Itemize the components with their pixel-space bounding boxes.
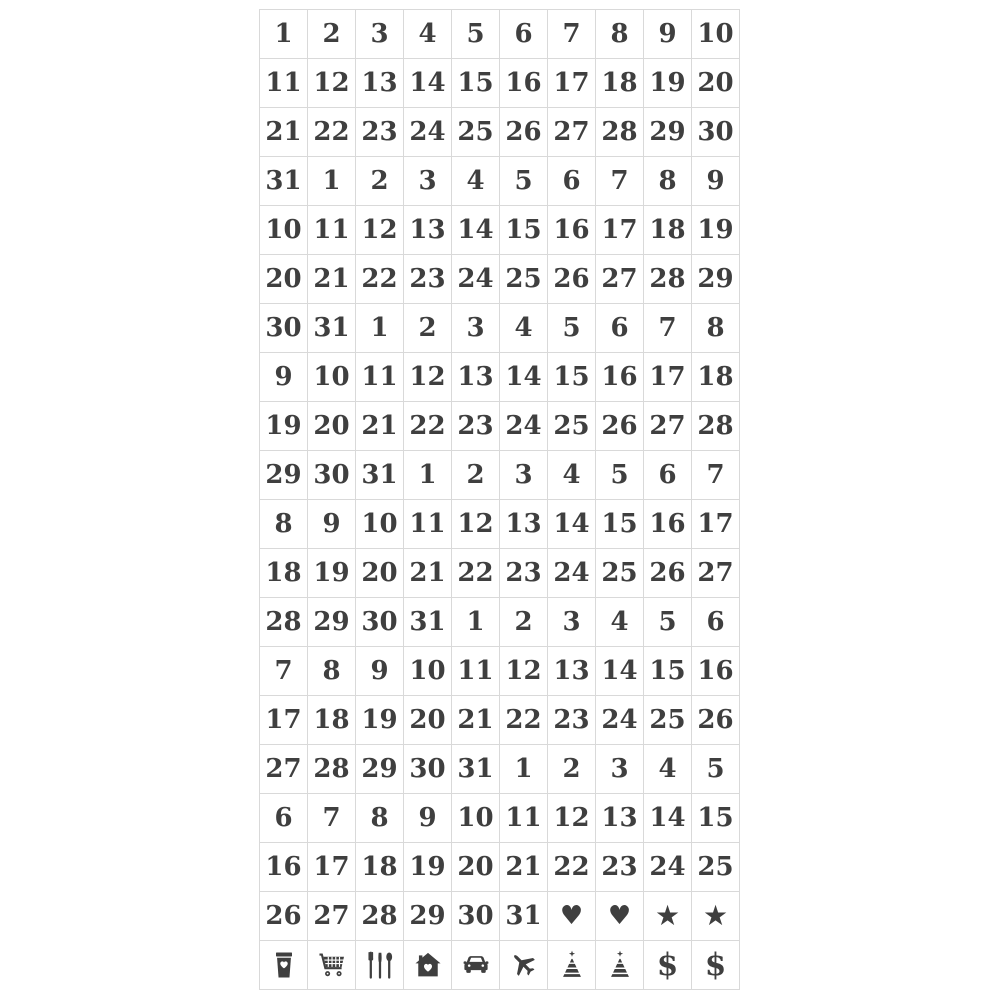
date-sticker-21: 21 — [308, 255, 356, 304]
date-sticker-4: 4 — [500, 304, 548, 353]
date-sticker-12: 12 — [356, 206, 404, 255]
date-sticker-7: 7 — [692, 451, 740, 500]
date-sticker-2: 2 — [404, 304, 452, 353]
date-sticker-25: 25 — [548, 402, 596, 451]
date-sticker-8: 8 — [692, 304, 740, 353]
date-sticker-11: 11 — [452, 647, 500, 696]
date-sticker-17: 17 — [644, 353, 692, 402]
date-sticker-3: 3 — [356, 10, 404, 59]
date-sticker-17: 17 — [548, 59, 596, 108]
date-sticker-27: 27 — [548, 108, 596, 157]
date-sticker-30: 30 — [308, 451, 356, 500]
dollar-glyph: $ — [704, 946, 727, 983]
heart-icon — [548, 892, 596, 941]
house-icon — [404, 941, 452, 990]
date-sticker-20: 20 — [692, 59, 740, 108]
date-sticker-11: 11 — [260, 59, 308, 108]
date-sticker-8: 8 — [356, 794, 404, 843]
date-sticker-9: 9 — [356, 647, 404, 696]
date-sticker-20: 20 — [452, 843, 500, 892]
date-sticker-22: 22 — [500, 696, 548, 745]
date-sticker-1: 1 — [500, 745, 548, 794]
date-sticker-29: 29 — [356, 745, 404, 794]
date-sticker-10: 10 — [692, 10, 740, 59]
date-sticker-2: 2 — [308, 10, 356, 59]
date-sticker-6: 6 — [548, 157, 596, 206]
dollar-glyph: $ — [656, 946, 679, 983]
date-sticker-1: 1 — [452, 598, 500, 647]
date-sticker-10: 10 — [308, 353, 356, 402]
date-sticker-26: 26 — [260, 892, 308, 941]
date-sticker-20: 20 — [308, 402, 356, 451]
date-sticker-14: 14 — [452, 206, 500, 255]
date-sticker-11: 11 — [356, 353, 404, 402]
date-sticker-7: 7 — [596, 157, 644, 206]
date-sticker-31: 31 — [452, 745, 500, 794]
date-sticker-21: 21 — [356, 402, 404, 451]
date-sticker-30: 30 — [356, 598, 404, 647]
date-sticker-19: 19 — [356, 696, 404, 745]
date-sticker-10: 10 — [356, 500, 404, 549]
date-sticker-31: 31 — [500, 892, 548, 941]
date-sticker-27: 27 — [596, 255, 644, 304]
date-sticker-25: 25 — [500, 255, 548, 304]
date-sticker-28: 28 — [596, 108, 644, 157]
date-sticker-18: 18 — [596, 59, 644, 108]
date-sticker-1: 1 — [308, 157, 356, 206]
date-sticker-31: 31 — [260, 157, 308, 206]
date-sticker-19: 19 — [308, 549, 356, 598]
date-sticker-29: 29 — [260, 451, 308, 500]
date-sticker-28: 28 — [692, 402, 740, 451]
date-sticker-29: 29 — [692, 255, 740, 304]
date-sticker-8: 8 — [596, 10, 644, 59]
date-sticker-13: 13 — [500, 500, 548, 549]
date-sticker-11: 11 — [308, 206, 356, 255]
date-sticker-14: 14 — [596, 647, 644, 696]
date-sticker-22: 22 — [548, 843, 596, 892]
date-sticker-25: 25 — [452, 108, 500, 157]
date-sticker-4: 4 — [596, 598, 644, 647]
date-sticker-23: 23 — [548, 696, 596, 745]
date-sticker-18: 18 — [644, 206, 692, 255]
date-sticker-29: 29 — [308, 598, 356, 647]
date-sticker-29: 29 — [404, 892, 452, 941]
date-sticker-13: 13 — [548, 647, 596, 696]
date-sticker-18: 18 — [260, 549, 308, 598]
date-sticker-5: 5 — [500, 157, 548, 206]
dollar-icon — [692, 941, 740, 990]
date-sticker-4: 4 — [644, 745, 692, 794]
utensils-icon — [356, 941, 404, 990]
car-icon — [452, 941, 500, 990]
cup-icon — [260, 941, 308, 990]
date-sticker-24: 24 — [548, 549, 596, 598]
date-sticker-17: 17 — [692, 500, 740, 549]
date-sticker-30: 30 — [692, 108, 740, 157]
date-sticker-13: 13 — [404, 206, 452, 255]
date-sticker-12: 12 — [452, 500, 500, 549]
plane-icon — [500, 941, 548, 990]
date-sticker-20: 20 — [260, 255, 308, 304]
date-sticker-3: 3 — [596, 745, 644, 794]
dollar-icon — [644, 941, 692, 990]
date-sticker-18: 18 — [356, 843, 404, 892]
date-sticker-24: 24 — [452, 255, 500, 304]
date-sticker-4: 4 — [548, 451, 596, 500]
date-sticker-6: 6 — [692, 598, 740, 647]
date-sticker-23: 23 — [452, 402, 500, 451]
date-sticker-17: 17 — [308, 843, 356, 892]
date-sticker-8: 8 — [308, 647, 356, 696]
date-sticker-27: 27 — [260, 745, 308, 794]
date-sticker-9: 9 — [260, 353, 308, 402]
date-sticker-5: 5 — [452, 10, 500, 59]
date-sticker-20: 20 — [356, 549, 404, 598]
date-sticker-15: 15 — [644, 647, 692, 696]
date-sticker-16: 16 — [500, 59, 548, 108]
date-sticker-27: 27 — [692, 549, 740, 598]
date-sticker-29: 29 — [644, 108, 692, 157]
date-sticker-15: 15 — [452, 59, 500, 108]
date-sticker-23: 23 — [404, 255, 452, 304]
date-sticker-2: 2 — [356, 157, 404, 206]
date-sticker-5: 5 — [644, 598, 692, 647]
date-sticker-19: 19 — [260, 402, 308, 451]
date-sticker-8: 8 — [260, 500, 308, 549]
date-sticker-22: 22 — [356, 255, 404, 304]
date-sticker-15: 15 — [500, 206, 548, 255]
date-sticker-25: 25 — [596, 549, 644, 598]
date-sticker-23: 23 — [500, 549, 548, 598]
date-sticker-13: 13 — [452, 353, 500, 402]
date-sticker-26: 26 — [500, 108, 548, 157]
date-sticker-9: 9 — [692, 157, 740, 206]
date-sticker-19: 19 — [404, 843, 452, 892]
date-sticker-3: 3 — [404, 157, 452, 206]
date-sticker-26: 26 — [596, 402, 644, 451]
date-sticker-21: 21 — [260, 108, 308, 157]
date-sticker-2: 2 — [500, 598, 548, 647]
date-sticker-10: 10 — [260, 206, 308, 255]
date-sticker-26: 26 — [692, 696, 740, 745]
date-sticker-28: 28 — [644, 255, 692, 304]
date-sticker-14: 14 — [644, 794, 692, 843]
date-sticker-1: 1 — [260, 10, 308, 59]
date-sticker-31: 31 — [308, 304, 356, 353]
date-sticker-28: 28 — [356, 892, 404, 941]
date-sticker-16: 16 — [548, 206, 596, 255]
date-sticker-12: 12 — [548, 794, 596, 843]
date-sticker-11: 11 — [500, 794, 548, 843]
date-sticker-1: 1 — [356, 304, 404, 353]
heart-icon — [596, 892, 644, 941]
date-sticker-15: 15 — [548, 353, 596, 402]
date-sticker-25: 25 — [644, 696, 692, 745]
party-hat-icon — [548, 941, 596, 990]
date-sticker-9: 9 — [308, 500, 356, 549]
date-sticker-30: 30 — [404, 745, 452, 794]
date-sticker-27: 27 — [644, 402, 692, 451]
date-sticker-6: 6 — [500, 10, 548, 59]
date-sticker-30: 30 — [452, 892, 500, 941]
date-sticker-13: 13 — [596, 794, 644, 843]
date-sticker-12: 12 — [404, 353, 452, 402]
date-sticker-24: 24 — [500, 402, 548, 451]
date-sticker-26: 26 — [548, 255, 596, 304]
date-sticker-19: 19 — [644, 59, 692, 108]
date-sticker-16: 16 — [596, 353, 644, 402]
date-sticker-27: 27 — [308, 892, 356, 941]
date-sticker-9: 9 — [404, 794, 452, 843]
date-sticker-13: 13 — [356, 59, 404, 108]
date-sticker-19: 19 — [692, 206, 740, 255]
date-sticker-24: 24 — [404, 108, 452, 157]
date-sticker-24: 24 — [644, 843, 692, 892]
date-sticker-7: 7 — [548, 10, 596, 59]
date-sticker-17: 17 — [260, 696, 308, 745]
heart-glyph: ♥ — [559, 901, 584, 931]
date-sticker-11: 11 — [404, 500, 452, 549]
star-icon — [644, 892, 692, 941]
date-sticker-1: 1 — [404, 451, 452, 500]
date-sticker-7: 7 — [260, 647, 308, 696]
date-sticker-8: 8 — [644, 157, 692, 206]
star-glyph: ★ — [654, 899, 681, 932]
star-icon — [692, 892, 740, 941]
date-sticker-9: 9 — [644, 10, 692, 59]
date-sticker-28: 28 — [308, 745, 356, 794]
date-sticker-20: 20 — [404, 696, 452, 745]
date-sticker-10: 10 — [404, 647, 452, 696]
date-sticker-14: 14 — [404, 59, 452, 108]
date-sticker-2: 2 — [452, 451, 500, 500]
date-sticker-25: 25 — [692, 843, 740, 892]
date-sticker-14: 14 — [500, 353, 548, 402]
date-sticker-26: 26 — [644, 549, 692, 598]
heart-glyph: ♥ — [607, 901, 632, 931]
date-sticker-31: 31 — [356, 451, 404, 500]
date-sticker-3: 3 — [452, 304, 500, 353]
party-hat-icon — [596, 941, 644, 990]
date-sticker-2: 2 — [548, 745, 596, 794]
date-sticker-22: 22 — [308, 108, 356, 157]
date-sticker-17: 17 — [596, 206, 644, 255]
date-sticker-6: 6 — [260, 794, 308, 843]
date-sticker-18: 18 — [692, 353, 740, 402]
date-sticker-6: 6 — [596, 304, 644, 353]
date-sticker-4: 4 — [452, 157, 500, 206]
date-sticker-31: 31 — [404, 598, 452, 647]
date-sticker-5: 5 — [692, 745, 740, 794]
date-sticker-12: 12 — [500, 647, 548, 696]
date-sticker-14: 14 — [548, 500, 596, 549]
date-sticker-16: 16 — [692, 647, 740, 696]
date-sticker-21: 21 — [500, 843, 548, 892]
date-sticker-16: 16 — [260, 843, 308, 892]
date-sticker-15: 15 — [596, 500, 644, 549]
date-sticker-18: 18 — [308, 696, 356, 745]
date-sticker-3: 3 — [500, 451, 548, 500]
date-sticker-3: 3 — [548, 598, 596, 647]
date-sticker-28: 28 — [260, 598, 308, 647]
date-sticker-23: 23 — [596, 843, 644, 892]
date-sticker-5: 5 — [596, 451, 644, 500]
date-sticker-7: 7 — [644, 304, 692, 353]
date-sticker-6: 6 — [644, 451, 692, 500]
star-glyph: ★ — [702, 899, 729, 932]
date-sticker-22: 22 — [452, 549, 500, 598]
cart-icon — [308, 941, 356, 990]
date-sticker-21: 21 — [452, 696, 500, 745]
date-sticker-16: 16 — [644, 500, 692, 549]
date-sticker-5: 5 — [548, 304, 596, 353]
date-sticker-21: 21 — [404, 549, 452, 598]
sticker-sheet — [259, 9, 740, 990]
date-sticker-10: 10 — [452, 794, 500, 843]
date-sticker-7: 7 — [308, 794, 356, 843]
date-sticker-15: 15 — [692, 794, 740, 843]
date-sticker-24: 24 — [596, 696, 644, 745]
date-sticker-12: 12 — [308, 59, 356, 108]
date-sticker-22: 22 — [404, 402, 452, 451]
date-sticker-30: 30 — [260, 304, 308, 353]
date-sticker-23: 23 — [356, 108, 404, 157]
date-sticker-4: 4 — [404, 10, 452, 59]
